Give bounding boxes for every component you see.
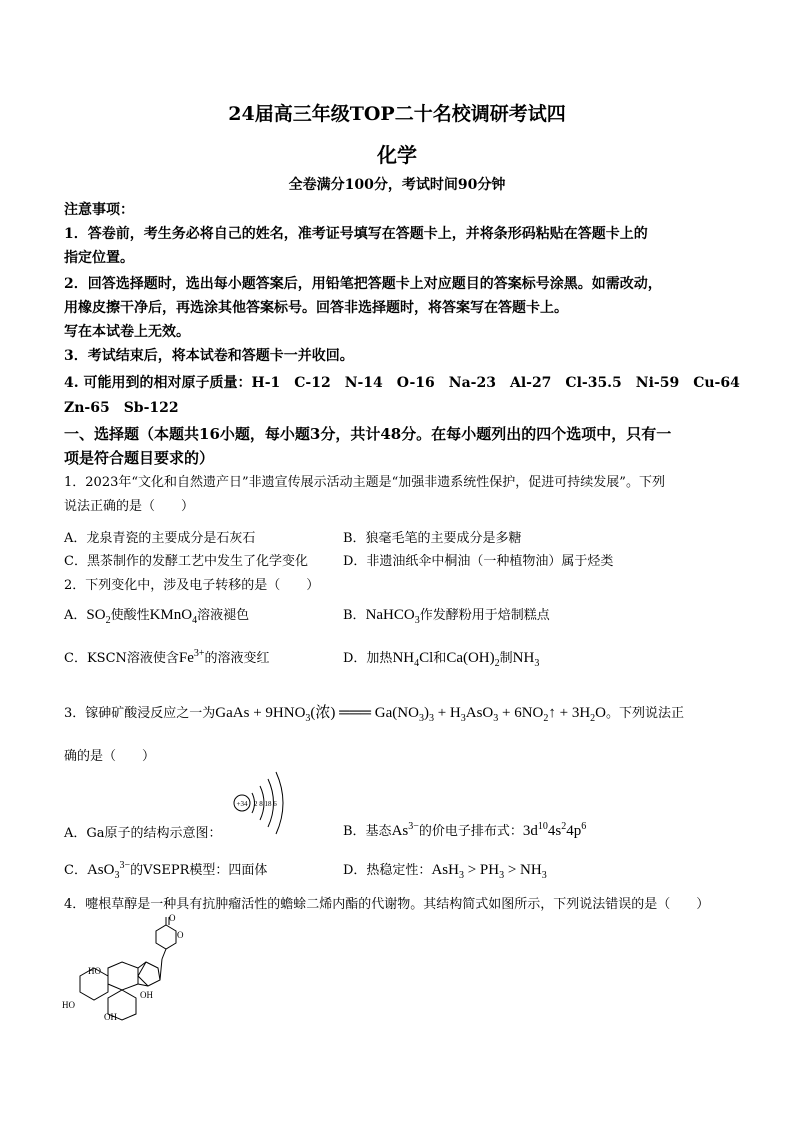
q1-option-b: B．狼毫毛笔的主要成分是多糖 <box>343 531 522 546</box>
q2-option-a: A．$SO_2$使酸性KMnO$_4$溶液褪色 <box>64 607 250 626</box>
atom-shells-label: 2 8 18 6 <box>254 800 277 808</box>
label-oh-2: OH <box>104 1012 117 1022</box>
section-heading-b: 项是符合题目要求的） <box>64 449 215 467</box>
note-1a: 1．答卷前，考生务必将自己的姓名，准考证号填写在答题卡上，并将条形码粘贴在答题卡上的 <box>64 226 648 242</box>
note-4a: 4. 可能用到的相对原子质量：H-1 C-12 N-14 O-16 Na-23 Al-27 Cl-35.5 Ni-59 Cu-64 <box>64 375 740 391</box>
label-ho-2: HO <box>62 1000 75 1010</box>
q2-option-b: B．NaHCO$_3$作发酵粉用于焙制糕点 <box>343 607 550 626</box>
q2-stem: 2．下列变化中，涉及电子转移的是（ ） <box>64 578 320 593</box>
q1-option-a: A．龙泉青瓷的主要成分是石灰石 <box>64 531 256 546</box>
q2-option-d: D．加热$NH_4Cl$和$Ca(OH)_2$制$NH_3$ <box>343 650 540 669</box>
note-2c: 写在本试卷上无效。 <box>64 324 190 340</box>
label-oh-1: OH <box>140 990 153 1000</box>
q3-option-b: B．基态$As^{3-}$的价电子排布式：$3d^{10}4s^24p^6$ <box>343 821 587 839</box>
q2-option-c: C．KSCN溶液使含$Fe^{3+}$的溶液变红 <box>64 648 270 666</box>
q1-option-d: D．非遗油纸伞中桐油（一种植物油）属于烃类 <box>343 554 614 569</box>
exam-info: 全卷满分100分，考试时间90分钟 <box>288 177 506 193</box>
q3-option-a: A．Ga原子的结构示意图： <box>64 826 222 841</box>
q3-option-d: D．热稳定性：$AsH_3 > PH_3 > NH_3$ <box>343 862 547 881</box>
atom-o-ring: O <box>177 930 184 940</box>
section-heading-a: 一、选择题（本题共16小题，每小题3分，共计48分。在每小题列出的四个选项中，只有一 <box>64 425 672 443</box>
note-2a: 2．回答选择题时，选出每小题答案后，用铅笔把答题卡上对应题目的答案标号涂黑。如需改动， <box>64 276 662 292</box>
note-1b: 指定位置。 <box>64 250 134 266</box>
note-3: 3．考试结束后，将本试卷和答题卡一并收回。 <box>64 348 354 364</box>
q1-stem-b: 说法正确的是（ ） <box>64 499 195 514</box>
q1-stem-a: 1．2023年“文化和自然遗产日”非遗宣传展示活动主题是“加强非遗系统性保护，促进可持续发展”。下列 <box>64 475 665 490</box>
molecule-structure <box>60 912 210 1022</box>
atom-nucleus-label: +34 <box>236 800 248 808</box>
note-2b: 用橡皮擦干净后，再选涂其他答案标号。回答非选择题时，将答案写在答题卡上。 <box>64 300 568 316</box>
q3-stem-a: 3．镓砷矿酸浸反应之一为GaAs + $9HNO_3$(浓) ═══ $Ga(NO_3)_3 + H_3AsO_3$ + $6NO_2↑ + 3H_2O$。下列说法正 <box>64 705 685 724</box>
q1-option-c: C．黑茶制作的发酵工艺中发生了化学变化 <box>64 554 308 569</box>
notes-heading: 注意事项： <box>64 202 134 218</box>
q3-stem-b: 确的是（ ） <box>64 749 156 764</box>
note-4b: Zn-65 Sb-122 <box>64 400 179 416</box>
label-ho-1: HO <box>88 966 101 976</box>
subject-title: 化学 <box>377 143 417 167</box>
q4-stem: 4．嚏根草醇是一种具有抗肿瘤活性的蟾蜍二烯内酯的代谢物。其结构简式如图所示，下列说法错误的是（ ） <box>64 897 710 912</box>
atom-o-carbonyl: O <box>169 913 176 923</box>
exam-title: 24届高三年级TOP二十名校调研考试四 <box>228 103 566 125</box>
atom-structure-diagram <box>230 768 300 838</box>
q3-option-c: C．AsO$_3^{3-}$的VSEPR模型：四面体 <box>64 860 268 881</box>
